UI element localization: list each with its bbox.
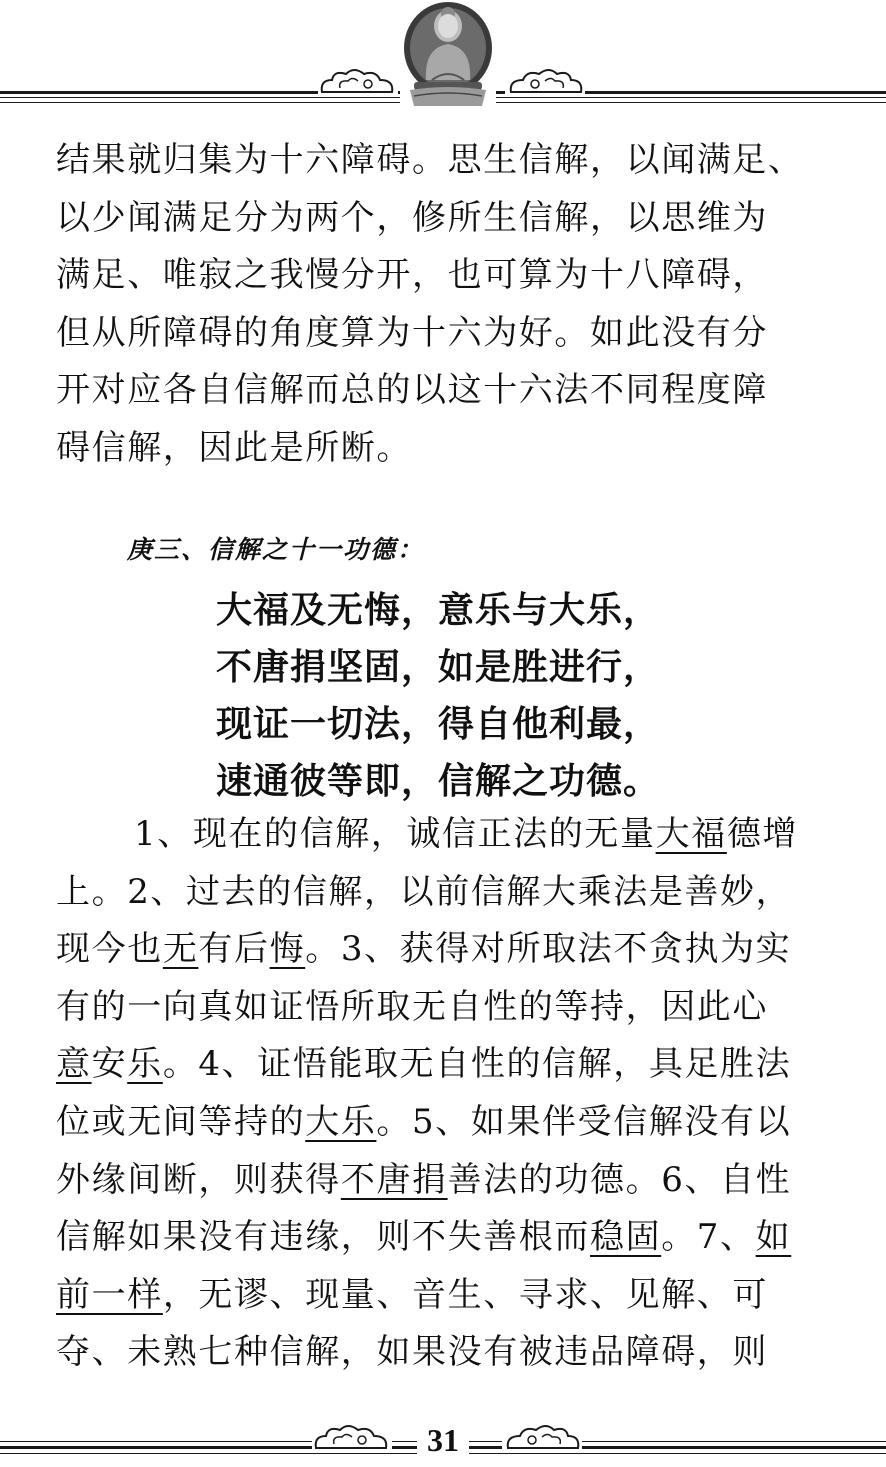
underlined-term: 意 <box>56 1044 92 1085</box>
text-line: 有的一向真如证悟所取无自性的等持，因此心 <box>56 986 768 1027</box>
section-heading: 庚三、信解之十一功德： <box>127 535 425 564</box>
text-line: 上。2、过去的信解，以前信解大乘法是善妙， <box>56 871 792 912</box>
paragraph-intro <box>56 132 840 478</box>
text-line: 但从所障碍的角度算为十六为好。如此没有分 <box>56 312 768 353</box>
paragraph-merits <box>56 806 840 1382</box>
cloud-ornament-left-icon <box>318 66 398 96</box>
underlined-term: 大乐 <box>305 1101 377 1142</box>
text-line: 位或无间等持的大乐。5、如果伴受信解没有以 <box>56 1101 792 1142</box>
text-line: 结果就归集为十六障碍。思生信解，以闻满足、 <box>56 140 804 180</box>
verse-line: 大福及无悔，意乐与大乐， <box>216 590 661 631</box>
text-line: 1、现在的信解，诚信正法的无量大福德增 <box>134 814 799 854</box>
text-line: 满足、唯寂之我慢分开，也可算为十八障碍， <box>56 255 768 296</box>
text-line: 前一样，无谬、现量、音生、寻求、见解、可 <box>56 1274 769 1315</box>
text-line: 以少闻满足分为两个，修所生信解，以思维为 <box>56 197 768 238</box>
text-line: 开对应各自信解而总的以这十六法不同程度障 <box>56 370 768 411</box>
cloud-ornament-right-icon <box>505 66 585 96</box>
underlined-term: 稳固 <box>590 1217 662 1258</box>
text-line: 现今也无有后悔。3、获得对所取法不贪执为实 <box>56 929 792 970</box>
underlined-term: 前一样 <box>56 1274 163 1315</box>
verse-line: 速通彼等即，信解之功德。 <box>216 761 661 802</box>
underlined-term: 大福 <box>655 814 727 854</box>
verse-line: 不唐捐坚固，如是胜进行， <box>216 647 661 688</box>
page-number: 31 <box>0 1422 886 1459</box>
verse-line: 现证一切法，得自他利最， <box>216 704 661 745</box>
text-line: 意安乐。4、证悟能取无自性的信解，具足胜法 <box>56 1044 792 1085</box>
buddha-image-icon <box>400 0 496 108</box>
text-line: 碍信解，因此是所断。 <box>56 427 412 468</box>
underlined-term: 乐 <box>127 1044 163 1085</box>
underlined-term: 悔 <box>269 929 306 970</box>
underlined-term: 无 <box>162 929 199 970</box>
text-line: 信解如果没有违缘，则不失善根而稳固。7、如 <box>56 1217 792 1258</box>
text-line: 夺、未熟七种信解，如果没有被违品障碍，则 <box>56 1332 768 1373</box>
underlined-term: 如 <box>755 1217 792 1258</box>
underlined-term: 不唐捐 <box>340 1159 448 1200</box>
text-line: 外缘间断，则获得不唐捐善法的功德。6、自性 <box>56 1159 792 1200</box>
